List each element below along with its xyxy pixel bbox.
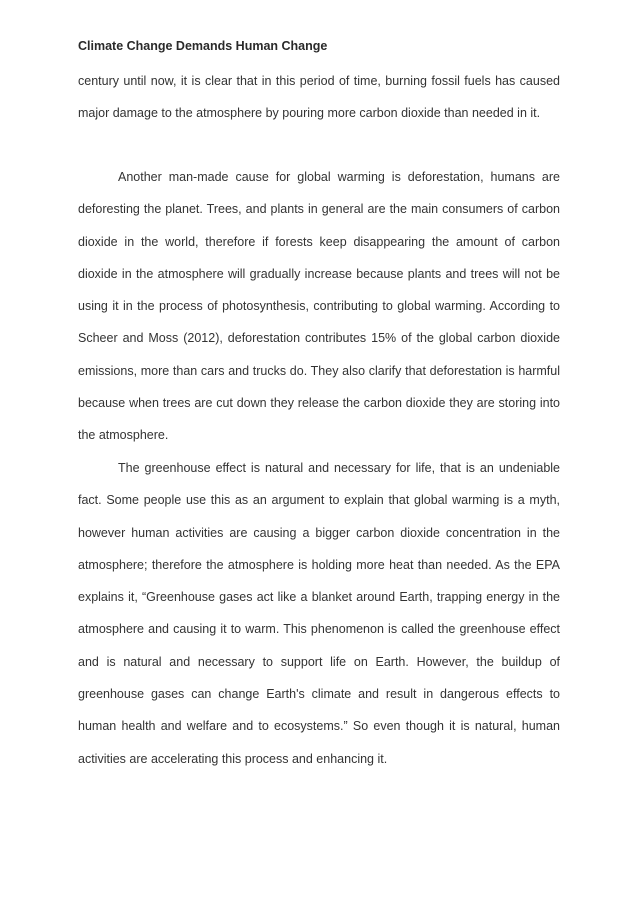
paragraph-text: Another man-made cause for global warming is deforestation, humans are deforesting the planet. Trees, and plants in general are the main consumers of carbon dioxide in the world, therefore if forests keep disappearing the amount of carbon dioxide in the atmosphere will gradually increase because plants and trees will not be using it in the process of photosynthesis, contributing to global warming. According to Scheer and Moss (2012), deforestation contributes 15% of the global carbon dioxide emissions, more than cars and trucks do. They also clarify that deforestation is harmful because when trees are cut down they release the carbon dioxide they are storing into the atmosphere. <box>78 170 560 443</box>
paragraph-deforestation <box>78 161 560 452</box>
paragraph-continuation <box>78 65 560 130</box>
running-head: Climate Change Demands Human Change <box>78 39 328 53</box>
paragraph-text: The greenhouse effect is natural and necessary for life, that is an undeniable fact. Some people use this as an argument to explain that global warming is a myth, however human activities are causing a bigger carbon dioxide concentration in the atmosphere; therefore the atmosphere is holding more heat than needed. As the EPA explains it, “Greenhouse gases act like a blanket around Earth, trapping energy in the atmosphere and causing it to warm. This phenomenon is called the greenhouse effect and is natural and necessary to support life on Earth. However, the buildup of greenhouse gases can change Earth's climate and result in dangerous effects to human health and welfare and to ecosystems.” So even though it is natural, human activities are accelerating this process and enhancing it. <box>78 461 560 766</box>
paragraph-greenhouse-effect <box>78 452 560 775</box>
paragraph-text: century until now, it is clear that in this period of time, burning fossil fuels has caused major damage to the atmosphere by pouring more carbon dioxide than needed in it. <box>78 74 560 121</box>
